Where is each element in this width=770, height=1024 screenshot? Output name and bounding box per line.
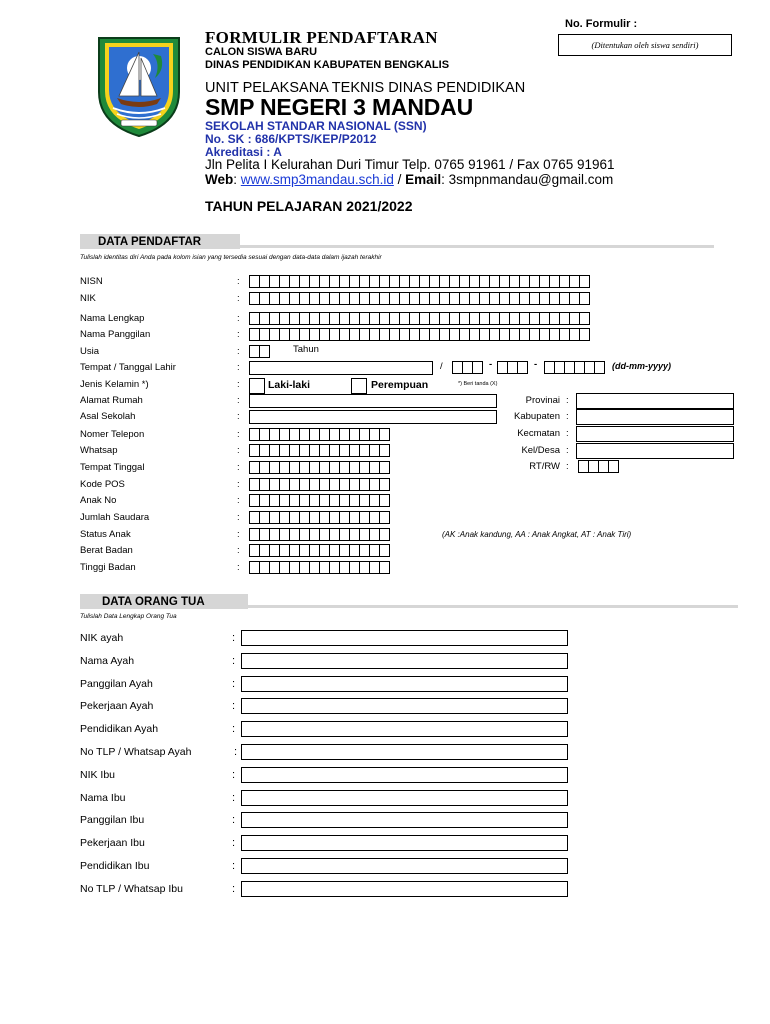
label-alamat: Alamat Rumah [80, 395, 143, 406]
perempuan-checkbox[interactable] [351, 378, 367, 394]
label-ortu-field: Pekerjaan Ayah [80, 700, 154, 713]
status-anak-hint: (AK :Anak kandung, AA : Anak Angkat, AT : Anak Tiri) [442, 530, 632, 539]
input-cell[interactable] [579, 328, 590, 341]
colon: : [237, 362, 240, 373]
ortu-input[interactable] [241, 744, 568, 760]
colon: : [237, 445, 240, 456]
web-link[interactable]: www.smp3mandau.sch.id [240, 172, 394, 187]
label-ortu-field: No TLP / Whatsap Ibu [80, 882, 183, 895]
label-kecmatan: Kecmatan [517, 428, 560, 439]
provinsi-input[interactable] [576, 393, 734, 409]
laki-laki-checkbox[interactable] [249, 378, 265, 394]
colon: : [232, 768, 236, 781]
label-ortu-field: Nama Ibu [80, 791, 126, 804]
colon: : [566, 411, 569, 422]
ortu-input[interactable] [241, 653, 568, 669]
colon: : [232, 632, 236, 644]
colon: : [232, 677, 236, 690]
colon: : [232, 791, 236, 804]
label-whatsap: Whatsap [80, 445, 118, 456]
nik-input[interactable] [249, 292, 589, 305]
colon: : [237, 346, 240, 357]
email-label: Email [405, 172, 442, 187]
colon: : [232, 723, 236, 736]
label-nisn: NISN [80, 276, 103, 287]
ssn-label: SEKOLAH STANDAR NASIONAL (SSN) [205, 119, 427, 133]
colon: : [566, 461, 569, 472]
colon: : [232, 837, 236, 850]
input-cell[interactable] [379, 528, 390, 541]
input-cell[interactable] [594, 361, 605, 374]
tahun-lahir-input[interactable] [544, 361, 604, 374]
label-berat: Berat Badan [80, 545, 133, 556]
ortu-input[interactable] [241, 630, 568, 646]
section-divider [248, 605, 738, 608]
colon: : [232, 814, 236, 827]
label-nama-panggilan: Nama Panggilan [80, 329, 151, 340]
ortu-input[interactable] [241, 835, 568, 851]
colon: : [237, 293, 240, 304]
ortu-input[interactable] [241, 812, 568, 828]
label-asal-sekolah: Asal Sekolah [80, 411, 136, 422]
colon: : [232, 860, 236, 872]
jumlah-saudara-input[interactable] [249, 511, 389, 524]
input-cell[interactable] [379, 428, 390, 441]
label-kabupaten: Kabupaten [514, 411, 560, 422]
label-ortu-field: Panggilan Ayah [80, 677, 153, 690]
colon: : [237, 545, 240, 556]
colon: : [234, 746, 238, 758]
data-pendaftar-header [80, 234, 714, 249]
label-nik: NIK [80, 293, 96, 304]
input-cell[interactable] [379, 561, 390, 574]
data-pendaftar-note: Tulislah identitas diri Anda pada kolom isian yang tersedia sesuai dengan data-data dalam ijazah terakhir [80, 254, 382, 261]
ortu-input[interactable] [241, 767, 568, 783]
beri-tanda-note: *) Beri tanda (X) [458, 381, 498, 387]
colon: : [237, 512, 240, 523]
label-anak-no: Anak No [80, 495, 117, 506]
web-label: Web [205, 172, 234, 187]
kecmatan-input[interactable] [576, 426, 734, 442]
label-ortu-field: Pendidikan Ibu [80, 860, 150, 872]
data-orang-tua-title: DATA ORANG TUA [80, 594, 248, 609]
section-divider [240, 245, 714, 248]
kabupaten-input[interactable] [576, 409, 734, 425]
tanggal-input[interactable] [452, 361, 482, 374]
akreditasi-label: Akreditasi : A [205, 145, 282, 159]
bulan-input[interactable] [497, 361, 527, 374]
form-title: FORMULIR PENDAFTARAN [205, 28, 438, 47]
contact-line: Web: www.smp3mandau.sch.id / Email: 3smpnmandau@gmail.com [205, 172, 614, 187]
label-ttl: Tempat / Tanggal Lahir [80, 362, 176, 373]
colon: : [237, 462, 240, 473]
ortu-input[interactable] [241, 858, 568, 874]
dash: - [489, 359, 493, 370]
tahun-pelajaran: TAHUN PELAJARAN 2021/2022 [205, 198, 413, 214]
input-cell[interactable] [379, 544, 390, 557]
berat-input[interactable] [249, 544, 389, 557]
no-formulir-field[interactable]: (Ditentukan oleh siswa sendiri) [558, 34, 732, 56]
colon: : [237, 411, 240, 422]
label-kode-pos: Kode POS [80, 479, 125, 490]
subtitle-calon: CALON SISWA BARU [205, 46, 318, 58]
input-cell[interactable] [517, 361, 528, 374]
colon: : [237, 379, 240, 390]
label-keldesa: Kel/Desa [521, 445, 560, 456]
telepon-input[interactable] [249, 428, 389, 441]
no-formulir-label: No. Formulir : [565, 18, 638, 30]
ortu-input[interactable] [241, 790, 568, 806]
date-hint: (dd-mm-yyyy) [612, 361, 672, 371]
input-cell[interactable] [379, 494, 390, 507]
colon: : [566, 395, 569, 406]
bengkalis-emblem-icon [95, 34, 183, 138]
label-jenis-kelamin: Jenis Kelamin *) [80, 379, 149, 390]
colon: : [237, 313, 240, 324]
status-anak-input[interactable] [249, 528, 389, 541]
usia-input[interactable] [249, 345, 269, 358]
rtrw-input[interactable] [578, 460, 618, 473]
nisn-input[interactable] [249, 275, 589, 288]
label-telepon: Nomer Telepon [80, 429, 145, 440]
input-cell[interactable] [579, 275, 590, 288]
label-ortu-field: Pendidikan Ayah [80, 723, 159, 736]
input-cell[interactable] [579, 312, 590, 325]
ortu-input[interactable] [241, 676, 568, 692]
input-cell[interactable] [379, 511, 390, 524]
kode-pos-input[interactable] [249, 478, 389, 491]
ortu-input[interactable] [241, 698, 568, 714]
colon: : [237, 429, 240, 440]
anak-no-input[interactable] [249, 494, 389, 507]
input-cell[interactable] [472, 361, 483, 374]
label-ortu-field: NIK Ibu [80, 768, 116, 781]
colon: : [237, 529, 240, 540]
label-usia: Usia [80, 346, 100, 357]
colon: : [237, 329, 240, 340]
colon: : [237, 562, 240, 573]
laki-laki-label: Laki-laki [268, 379, 311, 391]
perempuan-label: Perempuan [371, 379, 429, 391]
tempat-tinggal-input[interactable] [249, 461, 389, 474]
input-cell[interactable] [579, 292, 590, 305]
label-ortu-field: Nama Ayah [80, 654, 135, 667]
data-orang-tua-header [80, 594, 738, 609]
label-tinggi: Tinggi Badan [80, 562, 136, 573]
colon: : [566, 428, 569, 439]
email-value: 3smpnmandau@gmail.com [448, 172, 614, 187]
input-cell[interactable] [259, 345, 270, 358]
label-ortu-field: No TLP / Whatsap Ayah [80, 746, 192, 758]
unit-title: UNIT PELAKSANA TEKNIS DINAS PENDIDIKAN [205, 80, 526, 96]
colon: : [566, 445, 569, 456]
input-cell[interactable] [608, 460, 619, 473]
colon: : [237, 495, 240, 506]
slash: / [440, 361, 443, 372]
nama-lengkap-input[interactable] [249, 312, 589, 325]
tinggi-input[interactable] [249, 561, 389, 574]
input-cell[interactable] [379, 478, 390, 491]
ortu-input[interactable] [241, 721, 568, 737]
colon: : [237, 479, 240, 490]
label-status-anak: Status Anak [80, 529, 131, 540]
ortu-input[interactable] [241, 881, 568, 897]
tahun-unit: Tahun [293, 344, 319, 355]
school-address: Jln Pelita I Kelurahan Duri Timur Telp. 0765 91961 / Fax 0765 91961 [205, 157, 615, 172]
dash: - [534, 359, 538, 370]
label-rtrw: RT/RW [529, 461, 560, 472]
input-cell[interactable] [379, 444, 390, 457]
whatsap-input[interactable] [249, 444, 389, 457]
school-name: SMP NEGERI 3 MANDAU [205, 94, 473, 120]
label-ortu-field: Panggilan Ibu [80, 814, 145, 827]
data-pendaftar-title: DATA PENDAFTAR [80, 234, 240, 249]
data-orang-tua-note: Tulislah Data Lengkap Orang Tua [80, 613, 177, 620]
sk-label: No. SK : 686/KPTS/KEP/P2012 [205, 132, 377, 146]
label-provinsi: Provinai [525, 395, 560, 406]
label-jumlah-saudara: Jumlah Saudara [80, 512, 150, 523]
label-tempat-tinggal: Tempat Tinggal [80, 462, 145, 473]
keldesa-input[interactable] [576, 443, 734, 459]
colon: : [232, 654, 236, 667]
input-cell[interactable] [379, 461, 390, 474]
colon: : [232, 700, 236, 713]
nama-panggilan-input[interactable] [249, 328, 589, 341]
label-ortu-field: NIK ayah [80, 632, 124, 644]
label-nama-lengkap: Nama Lengkap [80, 313, 145, 324]
colon: : [232, 882, 236, 895]
colon: : [237, 395, 240, 406]
label-ortu-field: Pekerjaan Ibu [80, 837, 145, 850]
subtitle-dinas: DINAS PENDIDIKAN KABUPATEN BENGKALIS [205, 59, 450, 71]
tempat-lahir-input[interactable] [249, 361, 433, 375]
colon: : [237, 276, 240, 287]
